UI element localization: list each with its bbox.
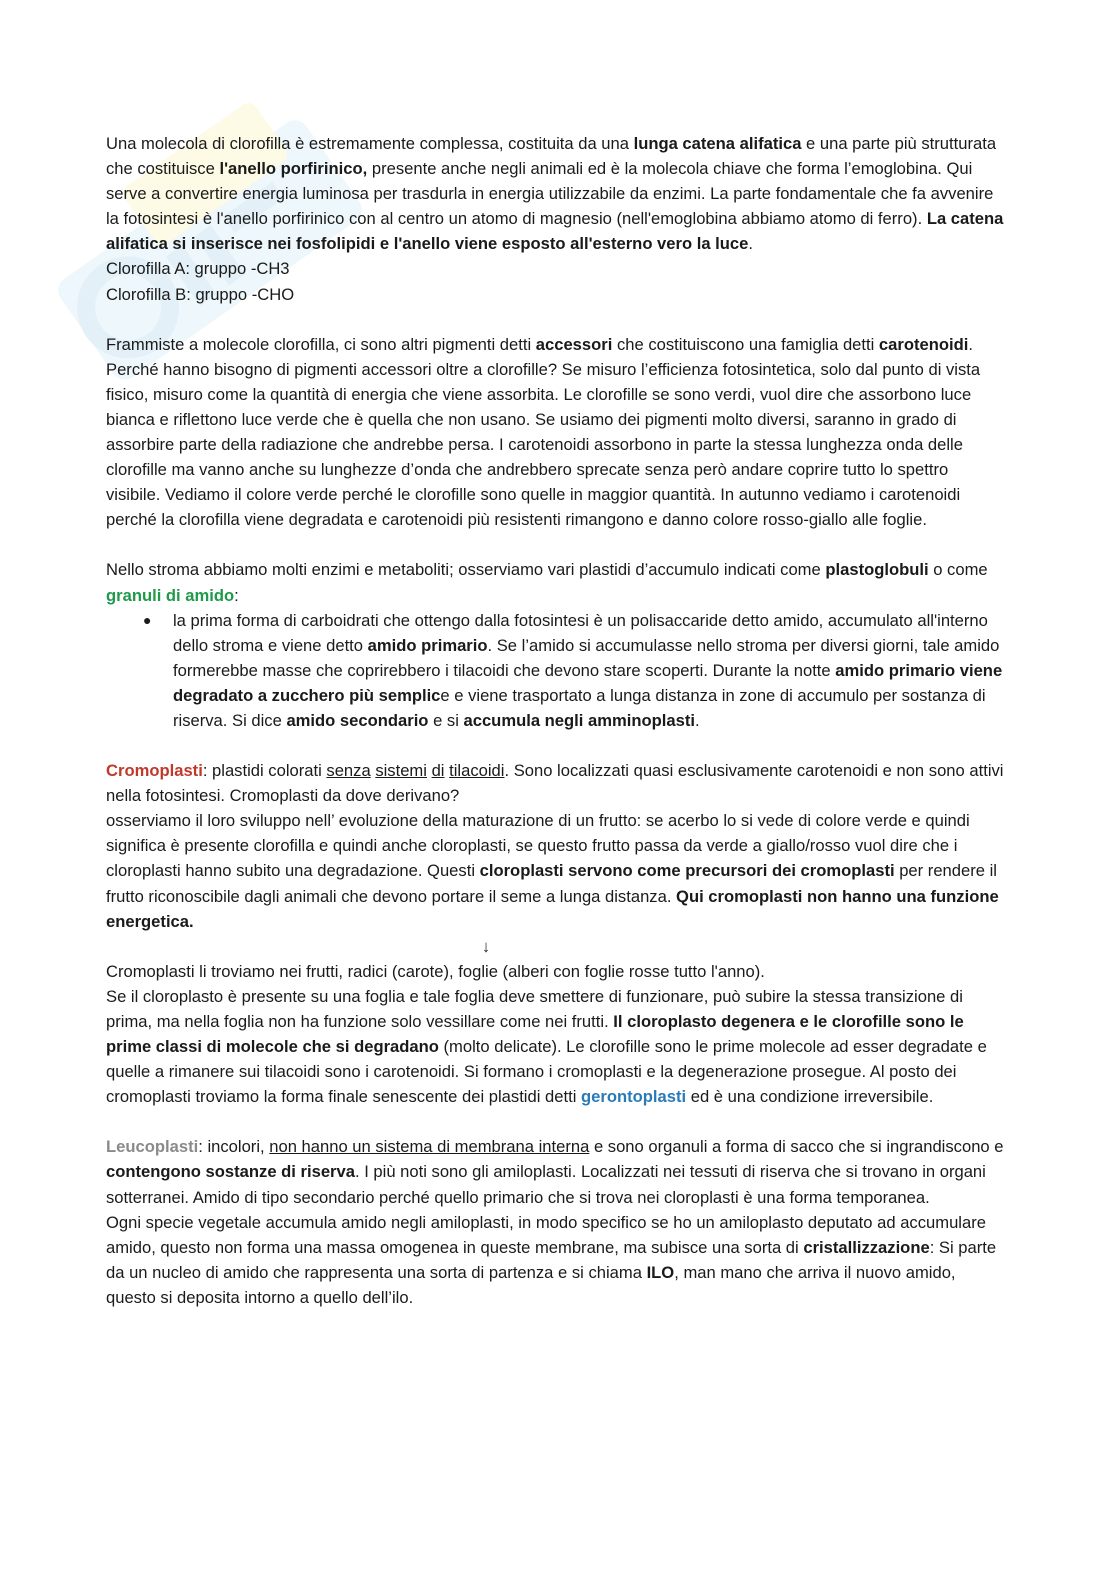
paragraph-cromoplasti: Cromoplasti: plastidi colorati senza sistemi di tilacoidi. Sono localizzati quasi esclusivamente carotenoidi e non sono attivi nella fotosintesi. Cromoplasti da dove derivano? <box>106 761 1004 806</box>
bold-text: amido secondario <box>286 710 429 730</box>
bold-text: amido primario viene degradato a zucchero più semplic <box>173 660 1003 705</box>
bold-text: La catena alifatica si inserisce nei fosfolipidi e l'anello viene esposto all'esterno vero la luce <box>106 209 1004 254</box>
paragraph-foglia: Se il cloroplasto è presente su una foglia e tale foglia deve smettere di funzionare, può subire la stessa transizione di prima, ma nella foglia non ha funzione solo vessillare come nei frutti. Il cloroplasto degenera e le clorofille sono le prime classi di molecole che si degradano (molto delicate). Le clorofille sono le prime molecole ad esser degradate e quelle a rimanere sui tilacoidi sono i carotenoidi. Si formano i cromoplasti e la degenerazione prosegue. Al posto dei cromoplasti troviamo la forma finale senescente dei plastidi detti gerontoplasti ed è una condizione irreversibile. <box>106 986 987 1107</box>
bold-text: contengono sostanze di riserva <box>106 1162 355 1182</box>
bold-text: amido primario <box>367 635 488 655</box>
paragraph-stroma: Nello stroma abbiamo molti enzimi e metaboliti; osserviamo vari plastidi d’accumulo indicati come plastoglobuli o come granuli di amido: <box>106 560 988 605</box>
text-line: Clorofilla B: gruppo -CHO <box>106 284 295 304</box>
paragraph-amiloplasti: Ogni specie vegetale accumula amido negli amiloplasti, in modo specifico se ho un amiloplasto deputato ad accumulare amido, questo non forma una massa omogenea in queste membrane, ma subisce una sorta di cristallizzazione: Si parte da un nucleo di amido che rappresenta una sorta di partenza e si chiama ILO, man mano che arriva il nuovo amido, questo si deposita intorno a quello dell’ilo. <box>106 1212 997 1307</box>
paragraph-frutto: osserviamo il loro sviluppo nell’ evoluzione della maturazione di un frutto: se acerbo lo si vede di colore verde e quindi significa è presente clorofilla e quindi anche cloroplasti, se questo frutto passa da verde a giallo/rosso vuol dire che i cloroplasti hanno subito una degradazione. Questi cloroplasti servono come precursori dei cromoplasti per rendere il frutto riconoscibile dagli animali che devono portare il seme a lunga distanza. Qui cromoplasti non hanno una funzione energetica. <box>106 811 999 931</box>
down-arrow-icon: ↓ <box>481 936 491 956</box>
bullet-icon: ● <box>143 611 152 628</box>
highlight-blue-text: gerontoplasti <box>581 1087 687 1107</box>
bullet-list <box>106 608 1006 733</box>
paragraph-carotenoidi: Frammiste a molecole clorofilla, ci sono altri pigmenti detti accessori che costituiscono una famiglia detti carotenoidi. Perché hanno bisogno di pigmenti accessori oltre a clorofille? Se misuro l’efficienza fotosintetica, solo dal punto di vista fisico, misuro come la quantità di energia che viene assorbita. Le clorofille se sono verdi, vuol dire che assorbono luce bianca e riflettono luce verde che è quella che non usano. Se usiamo dei pigmenti molto diversi, saranno in grado di assorbire parte della radiazione che andrebbe persa. I carotenoidi assorbono in parte la stessa lunghezza onda delle clorofille ma vanno anche su lunghezze d’onda che andrebbero sprecate senza però andare coprire tutto lo spettro visibile. Vediamo il colore verde perché le clorofille sono quelle in maggior quantità. In autunno vediamo i carotenoidi perché la clorofilla viene degradata e carotenoidi più resistenti rimangono e danno colore rosso-giallo alle foglie. <box>106 334 981 530</box>
bold-text: ILO <box>646 1262 675 1282</box>
bold-text: cristallizzazione <box>803 1237 930 1257</box>
bold-text: carotenoidi <box>878 334 969 354</box>
heading-cromoplasti: Cromoplasti <box>106 761 203 781</box>
bold-text: accumula negli amminoplasti <box>463 710 695 730</box>
bold-text: lunga catena alifatica <box>633 134 802 153</box>
bold-text: Il cloroplasto degenera e le clorofille sono le prime classi di molecole che si degradano <box>106 1012 964 1057</box>
paragraph-clorofilla: Una molecola di clorofilla è estremamente complessa, costituita da una lunga catena alifatica e una parte più strutturata che costituisce l'anello porfirinico, presente anche negli animali ed è la molecola chiave che forma l’emoglobina. Qui serve a convertire energia luminosa per trasdurla in energia utilizzabile da enzimi. La parte fondamentale che fa avvenire la fotosintesi è l'anello porfirinico con al centro un atomo di magnesio (nell'emoglobina abbiamo atomo di ferro). La catena alifatica si inserisce nei fosfolipidi e l'anello viene esposto all'esterno vero la luce. <box>106 134 1004 254</box>
bold-text: cloroplasti servono come precursori dei cromoplasti <box>479 861 895 881</box>
text-line: Cromoplasti li troviamo nei frutti, radici (carote), foglie (alberi con foglie rosse tutto l'anno). <box>106 961 765 981</box>
text-line: Clorofilla A: gruppo -CH3 <box>106 259 290 279</box>
paragraph-leucoplasti: Leucoplasti: incolori, non hanno un sistema di membrana interna e sono organuli a forma di sacco che si ingrandiscono e contengono sostanze di riserva. I più noti sono gli amiloplasti. Localizzati nei tessuti di riserva che si trovano in organi sotterranei. Amido di tipo secondario perché quello primario che si trova nei cloroplasti è una forma temporanea. <box>106 1137 1004 1207</box>
highlight-green-text: granuli di amido <box>106 585 235 605</box>
heading-leucoplasti: Leucoplasti <box>106 1137 199 1157</box>
list-item: ● la prima forma di carboidrati che ottengo dalla fotosintesi è un polisaccaride detto amido, accumulato all'interno dello stroma e viene detto amido primario. Se l’amido si accumulasse nello stroma per diversi giorni, tale amido formerebbe masse che coprirebbero i tilacoidi che devono stare scoperti. Durante la notte amido primario viene degradato a zucchero più semplice e viene trasportato a lunga distanza in zone di accumulo per sostanza di riserva. Si dice amido secondario e si accumula negli amminoplasti. <box>106 608 1006 733</box>
bold-text: accessori <box>535 334 613 354</box>
bold-text: plastoglobuli <box>825 560 929 580</box>
bold-text: Qui cromoplasti non hanno una funzione energetica. <box>106 886 999 931</box>
document-body <box>106 131 1006 1310</box>
bold-text: l'anello porfirinico, <box>219 159 368 179</box>
